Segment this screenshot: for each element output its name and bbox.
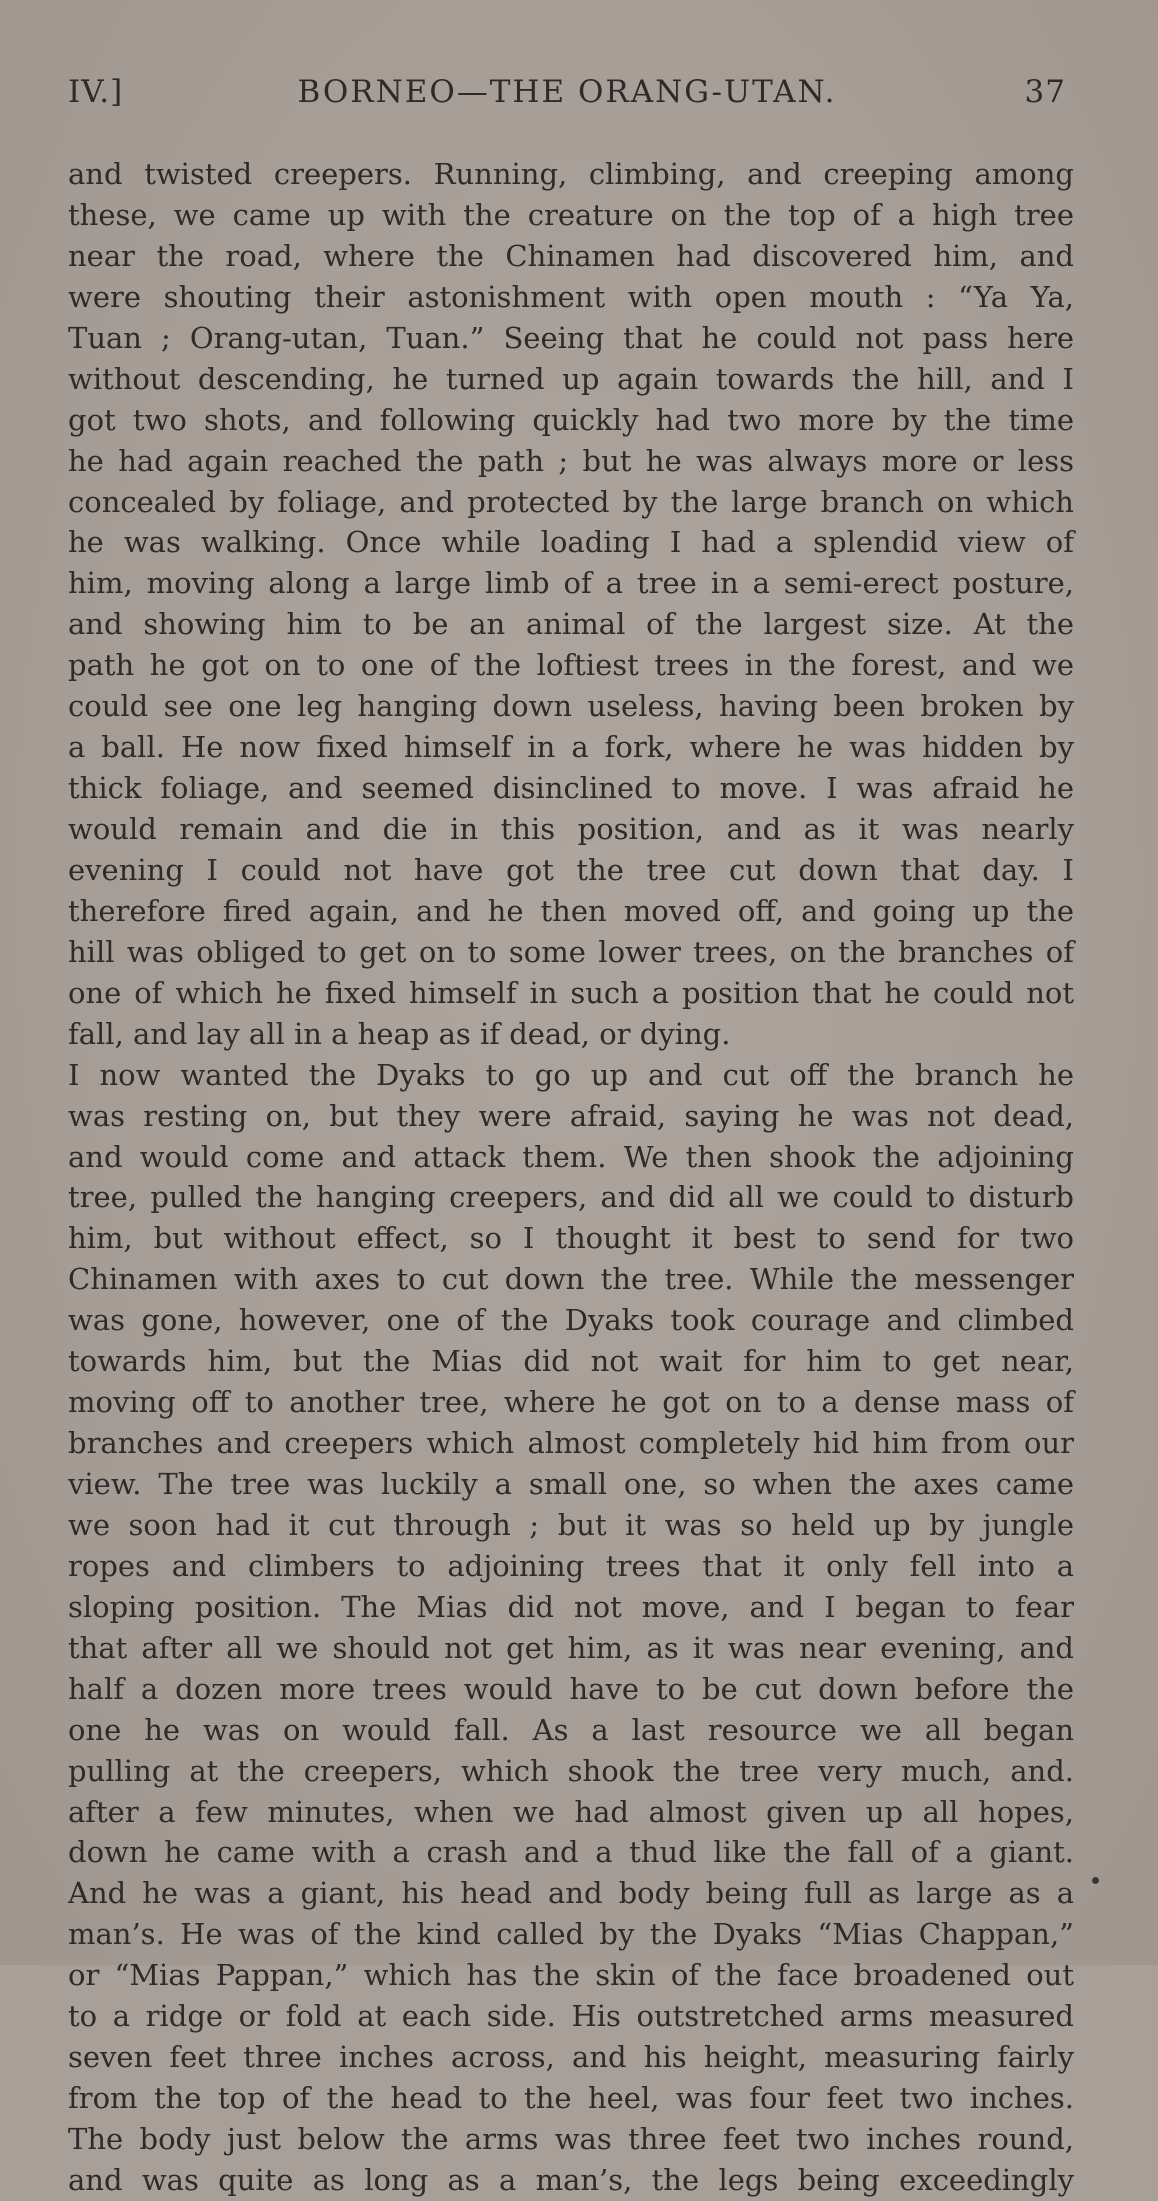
- text-line: that after all we should not get him, as it was near evening, and: [68, 1630, 1074, 1665]
- text-line: sloping position. The Mias did not move, and I began to fear: [68, 1589, 1074, 1624]
- text-line: fall, and lay all in a heap as if dead, or dying.: [68, 1016, 731, 1051]
- text-line: would remain and die in this position, and as it was nearly: [68, 812, 1074, 846]
- text-line: him, moving along a large limb of a tree in a semi-erect posture,: [68, 566, 1074, 601]
- text-line: and would come and attack them. We then shook the adjoining: [68, 1139, 1074, 1174]
- text-line: from the top of the head to the heel, was four feet two inches.: [68, 2081, 1074, 2116]
- text-line: path he got on to one of the loftiest trees in the forest, and we: [68, 648, 1074, 683]
- text-line: branches and creepers which almost completely hid him from our: [68, 1426, 1074, 1461]
- ink-speck: [1092, 1877, 1099, 1884]
- text-line: were shouting their astonishment with open mouth : “Ya Ya,: [68, 279, 1074, 314]
- text-line: he had again reached the path ; but he was always more or less: [68, 443, 1074, 478]
- text-line: or “Mias Pappan,” which has the skin of the face broadened out: [68, 1958, 1074, 1993]
- text-line: moving off to another tree, where he got on to a dense mass of: [68, 1385, 1074, 1420]
- text-line: man’s. He was of the kind called by the Dyaks “Mias Chappan,”: [68, 1917, 1074, 1952]
- text-line: half a dozen more trees would have to be cut down before the: [68, 1671, 1074, 1706]
- text-line: a ball. He now fixed himself in a fork, where he was hidden by: [68, 730, 1074, 765]
- text-line: and twisted creepers. Running, climbing, and creeping among: [68, 157, 1074, 191]
- text-line: and was quite as long as a man’s, the legs being exceedingly: [68, 2162, 1074, 2197]
- text-line: concealed by foliage, and protected by the large branch on which: [68, 484, 1074, 519]
- text-line: was gone, however, one of the Dyaks took courage and climbed: [68, 1303, 1074, 1338]
- text-line: after a few minutes, when we had almost given up all hopes,: [68, 1794, 1074, 1829]
- running-title: BORNEO—THE ORANG-UTAN.: [297, 74, 837, 110]
- text-line: The body just below the arms was three feet two inches round,: [68, 2122, 1074, 2156]
- text-line: without descending, he turned up again towards the hill, and I: [68, 361, 1074, 396]
- running-head: [68, 74, 1066, 122]
- text-line: he was walking. Once while loading I had a splendid view of: [68, 525, 1074, 560]
- text-line: got two shots, and following quickly had two more by the time: [68, 402, 1074, 437]
- text-line: evening I could not have got the tree cut down that day. I: [68, 852, 1074, 887]
- text-line: therefore fired again, and he then moved off, and going up the: [68, 893, 1074, 928]
- text-line: we soon had it cut through ; but it was so held up by jungle: [68, 1507, 1074, 1542]
- text-line: I now wanted the Dyaks to go up and cut off the branch he: [68, 1057, 1074, 1092]
- text-line: towards him, but the Mias did not wait for him to get near,: [68, 1344, 1074, 1379]
- text-line: ropes and climbers to adjoining trees that it only fell into a: [68, 1548, 1074, 1583]
- text-line: him, but without effect, so I thought it best to send for two: [68, 1221, 1074, 1256]
- text-line: down he came with a crash and a thud like the fall of a giant.: [68, 1835, 1074, 1870]
- text-line: thick foliage, and seemed disinclined to move. I was afraid he: [68, 771, 1074, 806]
- text-line: seven feet three inches across, and his height, measuring fairly: [68, 2040, 1074, 2075]
- text-line: one he was on would fall. As a last resource we all began: [68, 1712, 1074, 1747]
- text-line: near the road, where the Chinamen had discovered him, and: [68, 238, 1074, 273]
- text-line: and showing him to be an animal of the largest size. At the: [68, 607, 1074, 642]
- text-line: hill was obliged to get on to some lower trees, on the branches of: [68, 934, 1074, 969]
- text-line: these, we came up with the creature on the top of a high tree: [68, 197, 1074, 232]
- text-line: view. The tree was luckily a small one, so when the axes came: [68, 1467, 1074, 1501]
- text-line: was resting on, but they were afraid, saying he was not dead,: [68, 1098, 1074, 1133]
- text-line: to a ridge or fold at each side. His outstretched arms measured: [68, 1999, 1074, 2034]
- text-line: one of which he fixed himself in such a position that he could not: [68, 975, 1074, 1010]
- text-line: tree, pulled the hanging creepers, and did all we could to disturb: [68, 1180, 1074, 1215]
- text-line: And he was a giant, his head and body being full as large as a: [68, 1876, 1074, 1911]
- body-text: [68, 154, 1074, 2201]
- text-line: pulling at the creepers, which shook the tree very much, and.: [68, 1753, 1074, 1788]
- text-line: Chinamen with axes to cut down the tree. While the messenger: [68, 1262, 1074, 1297]
- chapter-number: IV.]: [68, 74, 124, 110]
- text-line: could see one leg hanging down useless, having been broken by: [68, 689, 1074, 724]
- page-number: 37: [1024, 74, 1066, 110]
- text-line: Tuan ; Orang-utan, Tuan.” Seeing that he could not pass here: [68, 320, 1074, 355]
